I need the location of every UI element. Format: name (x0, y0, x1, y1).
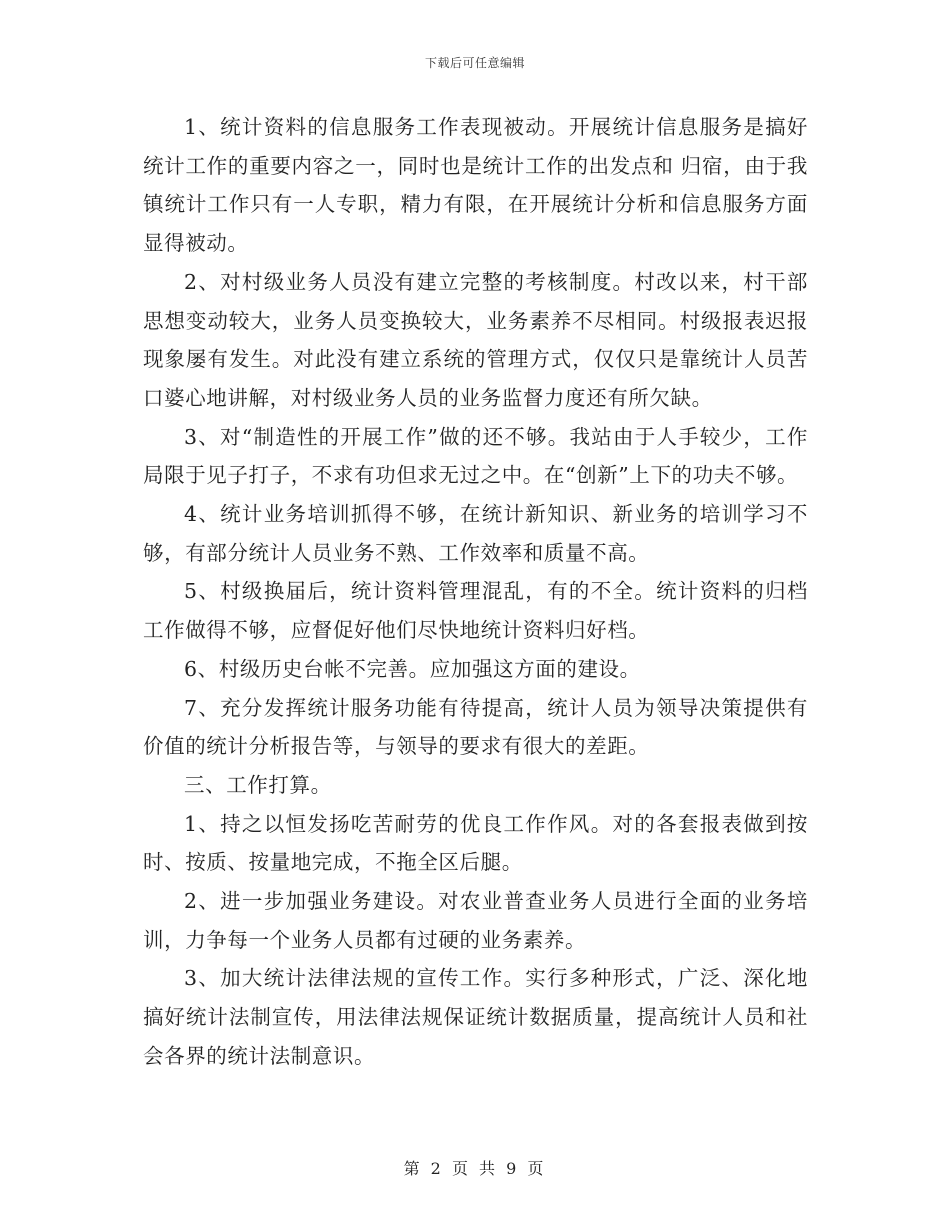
paragraph-problem-5: 5、村级换届后，统计资料管理混乱，有的不全。统计资料的归档工作做得不够，应督促好他们尽快地统计资料归好档。 (143, 579, 808, 643)
paragraph-problem-3: 3、对“制造性的开展工作”做的还不够。我站由于人手较少，工作局限于见子打子，不求有功但求无过之中。在“创新”上下的功夫不够。 (143, 424, 808, 488)
paragraph-problem-4: 4、统计业务培训抓得不够，在统计新知识、新业务的培训学习不够，有部分统计人员业务不熟、工作效率和质量不高。 (143, 502, 808, 565)
section-heading-work-plan: 三、工作打算。 (184, 772, 332, 797)
paragraph-plan-2: 2、进一步加强业务建设。对农业普查业务人员进行全面的业务培训，力争每一个业务人员都有过硬的业务素养。 (143, 889, 808, 952)
paragraph-problem-7: 7、充分发挥统计服务功能有待提高，统计人员为领导决策提供有价值的统计分析报告等，与领导的要求有很大的差距。 (143, 695, 808, 759)
paragraph-problem-2: 2、对村级业务人员没有建立完整的考核制度。村改以来，村干部思想变动较大，业务人员变换较大，业务素养不尽相同。村级报表迟报现象屡有发生。对此没有建立系统的管理方式，仅仅只是靠统计人员苦口婆心地讲解，对村级业务人员的业务监督力度还有所欠缺。 (143, 269, 808, 410)
paragraph-problem-6: 6、村级历史台帐不完善。应加强这方面的建设。 (184, 656, 641, 681)
page-header: 下载后可任意编辑 (424, 56, 525, 70)
paragraph-plan-1: 1、持之以恒发扬吃苦耐劳的优良工作作风。对的各套报表做到按时、按质、按量地完成，不拖全区后腿。 (143, 811, 808, 875)
paragraph-plan-3: 3、加大统计法律法规的宣传工作。实行多种形式，广泛、深化地搞好统计法制宣传，用法律法规保证统计数据质量，提高统计人员和社会各界的统计法制意识。 (143, 966, 808, 1068)
page-footer: 第 2 页 共 9 页 (403, 1159, 547, 1178)
document-body (143, 108, 808, 1076)
paragraph-problem-1: 1、统计资料的信息服务工作表现被动。开展统计信息服务是搞好统计工作的重要内容之一，同时也是统计工作的出发点和 归宿，由于我镇统计工作只有一人专职，精力有限，在开展统计分析和信息服务方面显得被动。 (143, 115, 808, 256)
